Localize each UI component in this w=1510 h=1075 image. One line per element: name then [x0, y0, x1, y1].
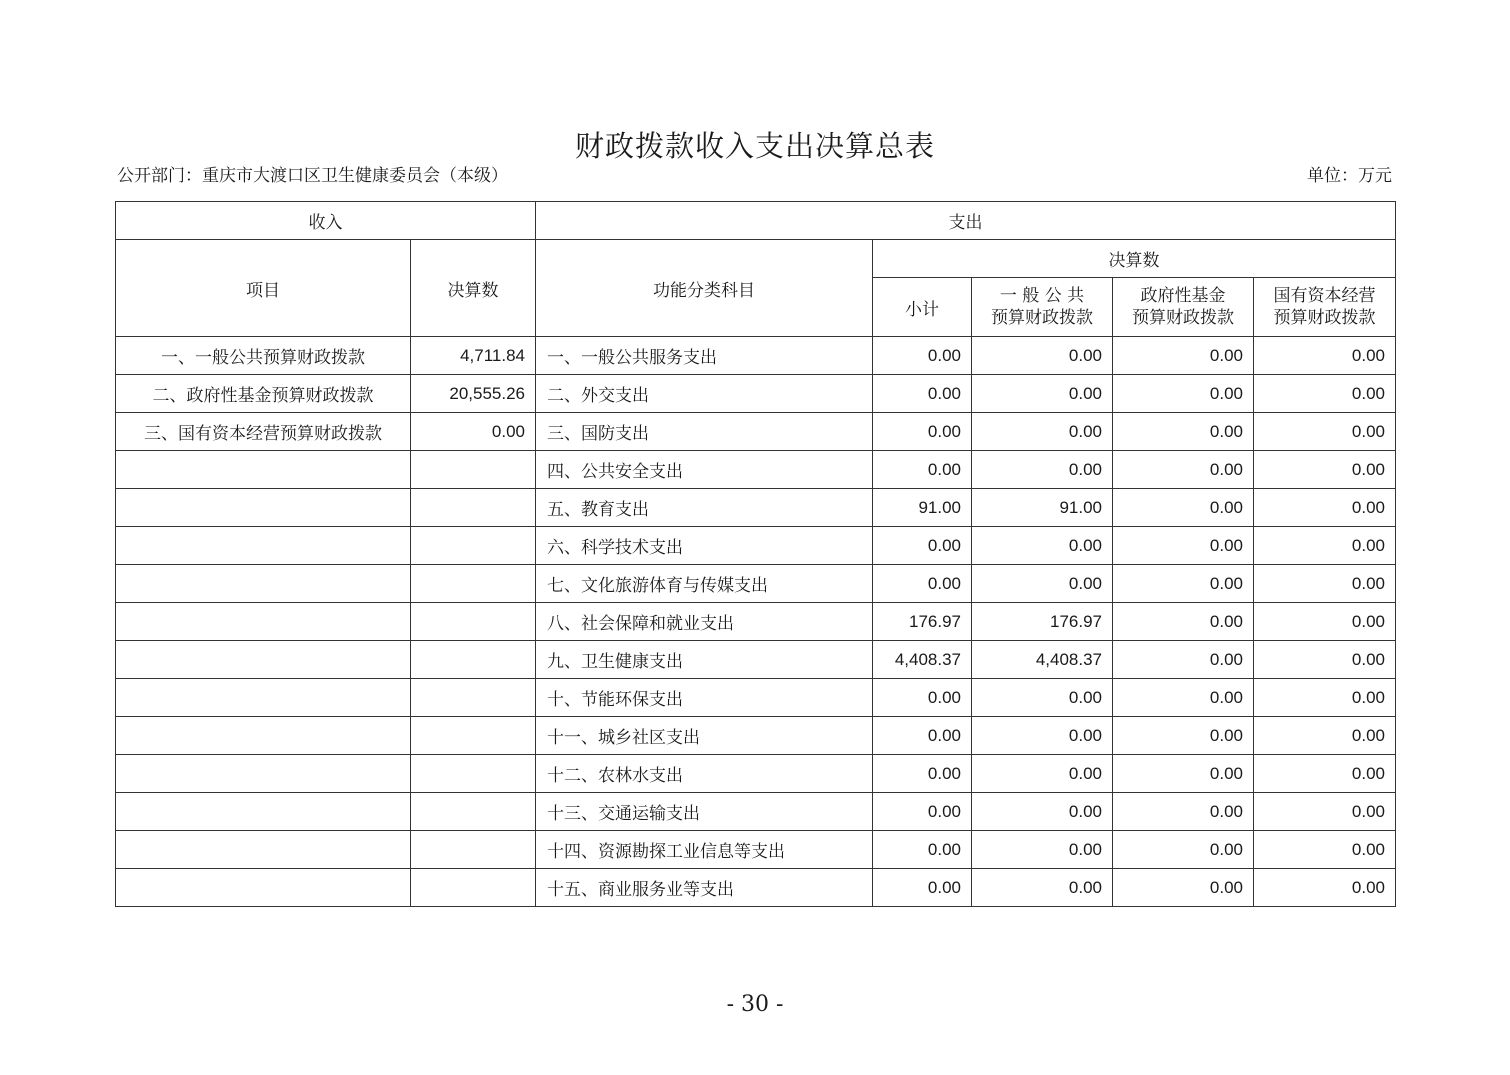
- gov-fund-cell: 0.00: [1113, 375, 1254, 413]
- income-amount-cell: [411, 679, 536, 717]
- table-row: [116, 413, 1396, 451]
- income-item-cell: [116, 679, 411, 717]
- income-item-cell: [116, 793, 411, 831]
- income-final-amount-header: 决算数: [411, 240, 536, 337]
- gov-fund-header: [1113, 278, 1254, 337]
- subtotal-header: 小计: [873, 278, 972, 337]
- function-category-header: 功能分类科目: [536, 240, 873, 337]
- income-amount-cell: [411, 603, 536, 641]
- gov-fund-cell: 0.00: [1113, 717, 1254, 755]
- subtotal-cell: 4,408.37: [873, 641, 972, 679]
- table-row: [116, 717, 1396, 755]
- expense-item-cell: 十二、农林水支出: [536, 755, 873, 793]
- income-item-cell: [116, 869, 411, 907]
- expense-item-cell: 一、一般公共服务支出: [536, 337, 873, 375]
- table-row: [116, 603, 1396, 641]
- general-budget-cell: 91.00: [972, 489, 1113, 527]
- gov-fund-cell: 0.00: [1113, 337, 1254, 375]
- state-capital-cell: 0.00: [1254, 755, 1396, 793]
- gov-fund-cell: 0.00: [1113, 565, 1254, 603]
- subtotal-cell: 0.00: [873, 451, 972, 489]
- table-row: [116, 451, 1396, 489]
- expense-item-cell: 九、卫生健康支出: [536, 641, 873, 679]
- income-item-cell: 三、国有资本经营预算财政拨款: [116, 413, 411, 451]
- general-budget-cell: 0.00: [972, 375, 1113, 413]
- expense-item-cell: 十四、资源勘探工业信息等支出: [536, 831, 873, 869]
- expense-item-cell: 七、文化旅游体育与传媒支出: [536, 565, 873, 603]
- state-capital-cell: 0.00: [1254, 375, 1396, 413]
- subtotal-cell: 0.00: [873, 717, 972, 755]
- income-amount-cell: [411, 717, 536, 755]
- state-capital-cell: 0.00: [1254, 717, 1396, 755]
- subtotal-cell: 0.00: [873, 337, 972, 375]
- state-capital-cell: 0.00: [1254, 337, 1396, 375]
- income-item-cell: [116, 603, 411, 641]
- table-row: [116, 527, 1396, 565]
- gov-fund-cell: 0.00: [1113, 603, 1254, 641]
- gov-fund-cell: 0.00: [1113, 755, 1254, 793]
- general-budget-cell: 4,408.37: [972, 641, 1113, 679]
- subtotal-cell: 0.00: [873, 375, 972, 413]
- unit-label: 单位：万元: [1307, 166, 1392, 186]
- subtotal-cell: 91.00: [873, 489, 972, 527]
- general-budget-header: [972, 278, 1113, 337]
- general-budget-cell: 0.00: [972, 793, 1113, 831]
- page-title: 财政拨款收入支出决算总表: [574, 129, 935, 163]
- income-item-cell: [116, 641, 411, 679]
- state-capital-cell: 0.00: [1254, 831, 1396, 869]
- department-label: 公开部门：重庆市大渡口区卫生健康委员会（本级）: [117, 166, 508, 186]
- income-item-cell: [116, 831, 411, 869]
- income-amount-cell: [411, 755, 536, 793]
- gov-fund-cell: 0.00: [1113, 869, 1254, 907]
- general-budget-cell: 0.00: [972, 451, 1113, 489]
- expense-item-cell: 六、科学技术支出: [536, 527, 873, 565]
- income-header: 收入: [116, 202, 536, 240]
- table-row: [116, 831, 1396, 869]
- income-item-cell: [116, 755, 411, 793]
- general-budget-header-line2: 预算财政拨款: [991, 308, 1093, 328]
- table-row: [116, 489, 1396, 527]
- general-budget-cell: 0.00: [972, 565, 1113, 603]
- gov-fund-cell: 0.00: [1113, 451, 1254, 489]
- gov-fund-cell: 0.00: [1113, 831, 1254, 869]
- subtotal-cell: 0.00: [873, 793, 972, 831]
- header-row-1: [116, 202, 1396, 240]
- income-amount-cell: 0.00: [411, 413, 536, 451]
- gov-fund-header-line1: 政府性基金: [1140, 286, 1226, 306]
- general-budget-cell: 0.00: [972, 831, 1113, 869]
- table-row: [116, 869, 1396, 907]
- gov-fund-cell: 0.00: [1113, 527, 1254, 565]
- table-row: [116, 679, 1396, 717]
- income-item-cell: 二、政府性基金预算财政拨款: [116, 375, 411, 413]
- subtotal-cell: 0.00: [873, 527, 972, 565]
- general-budget-cell: 0.00: [972, 337, 1113, 375]
- expense-item-cell: 十、节能环保支出: [536, 679, 873, 717]
- subtotal-cell: 0.00: [873, 869, 972, 907]
- table-row: [116, 755, 1396, 793]
- expense-item-cell: 二、外交支出: [536, 375, 873, 413]
- general-budget-cell: 0.00: [972, 717, 1113, 755]
- state-capital-cell: 0.00: [1254, 565, 1396, 603]
- state-capital-cell: 0.00: [1254, 413, 1396, 451]
- page-number: - 30 -: [726, 992, 784, 1017]
- state-capital-cell: 0.00: [1254, 869, 1396, 907]
- table-body: [116, 337, 1396, 907]
- state-capital-cell: 0.00: [1254, 527, 1396, 565]
- gov-fund-cell: 0.00: [1113, 413, 1254, 451]
- expense-item-cell: 十一、城乡社区支出: [536, 717, 873, 755]
- expense-item-cell: 五、教育支出: [536, 489, 873, 527]
- expense-final-amount-header: 决算数: [873, 240, 1396, 278]
- income-amount-cell: [411, 489, 536, 527]
- state-capital-cell: 0.00: [1254, 679, 1396, 717]
- income-amount-cell: [411, 527, 536, 565]
- subtotal-cell: 0.00: [873, 565, 972, 603]
- gov-fund-cell: 0.00: [1113, 679, 1254, 717]
- subtotal-cell: 0.00: [873, 831, 972, 869]
- general-budget-cell: 176.97: [972, 603, 1113, 641]
- income-amount-cell: [411, 565, 536, 603]
- income-item-cell: [116, 717, 411, 755]
- state-capital-cell: 0.00: [1254, 451, 1396, 489]
- general-budget-cell: 0.00: [972, 755, 1113, 793]
- expense-item-cell: 十五、商业服务业等支出: [536, 869, 873, 907]
- income-amount-cell: [411, 451, 536, 489]
- expense-item-cell: 八、社会保障和就业支出: [536, 603, 873, 641]
- expense-item-cell: 十三、交通运输支出: [536, 793, 873, 831]
- header-row-2: [116, 240, 1396, 278]
- subtotal-cell: 0.00: [873, 755, 972, 793]
- state-capital-cell: 0.00: [1254, 793, 1396, 831]
- state-capital-header-line1: 国有资本经营: [1273, 286, 1376, 306]
- income-amount-cell: [411, 793, 536, 831]
- gov-fund-header-line2: 预算财政拨款: [1132, 308, 1234, 328]
- gov-fund-cell: 0.00: [1113, 641, 1254, 679]
- general-budget-cell: 0.00: [972, 869, 1113, 907]
- general-budget-cell: 0.00: [972, 679, 1113, 717]
- state-capital-cell: 0.00: [1254, 603, 1396, 641]
- general-budget-cell: 0.00: [972, 527, 1113, 565]
- income-amount-cell: [411, 869, 536, 907]
- table-header: [116, 202, 1396, 337]
- subtotal-cell: 176.97: [873, 603, 972, 641]
- table-row: [116, 641, 1396, 679]
- gov-fund-cell: 0.00: [1113, 793, 1254, 831]
- general-budget-cell: 0.00: [972, 413, 1113, 451]
- income-amount-cell: 4,711.84: [411, 337, 536, 375]
- expense-header: 支出: [536, 202, 1396, 240]
- income-amount-cell: 20,555.26: [411, 375, 536, 413]
- income-item-cell: [116, 527, 411, 565]
- gov-fund-cell: 0.00: [1113, 489, 1254, 527]
- income-item-cell: [116, 565, 411, 603]
- table-row: [116, 337, 1396, 375]
- expense-item-cell: 四、公共安全支出: [536, 451, 873, 489]
- table-row: [116, 565, 1396, 603]
- subtotal-cell: 0.00: [873, 679, 972, 717]
- item-header: 项目: [116, 240, 411, 337]
- subtotal-cell: 0.00: [873, 413, 972, 451]
- income-amount-cell: [411, 831, 536, 869]
- income-amount-cell: [411, 641, 536, 679]
- table-row: [116, 375, 1396, 413]
- general-budget-header-line1: 一 般 公 共: [999, 286, 1085, 306]
- state-capital-header: [1254, 278, 1396, 337]
- table-row: [116, 793, 1396, 831]
- income-item-cell: [116, 489, 411, 527]
- state-capital-header-line2: 预算财政拨款: [1273, 308, 1376, 328]
- income-item-cell: [116, 451, 411, 489]
- state-capital-cell: 0.00: [1254, 641, 1396, 679]
- finance-summary-table: [115, 201, 1396, 907]
- state-capital-cell: 0.00: [1254, 489, 1396, 527]
- expense-item-cell: 三、国防支出: [536, 413, 873, 451]
- income-item-cell: 一、一般公共预算财政拨款: [116, 337, 411, 375]
